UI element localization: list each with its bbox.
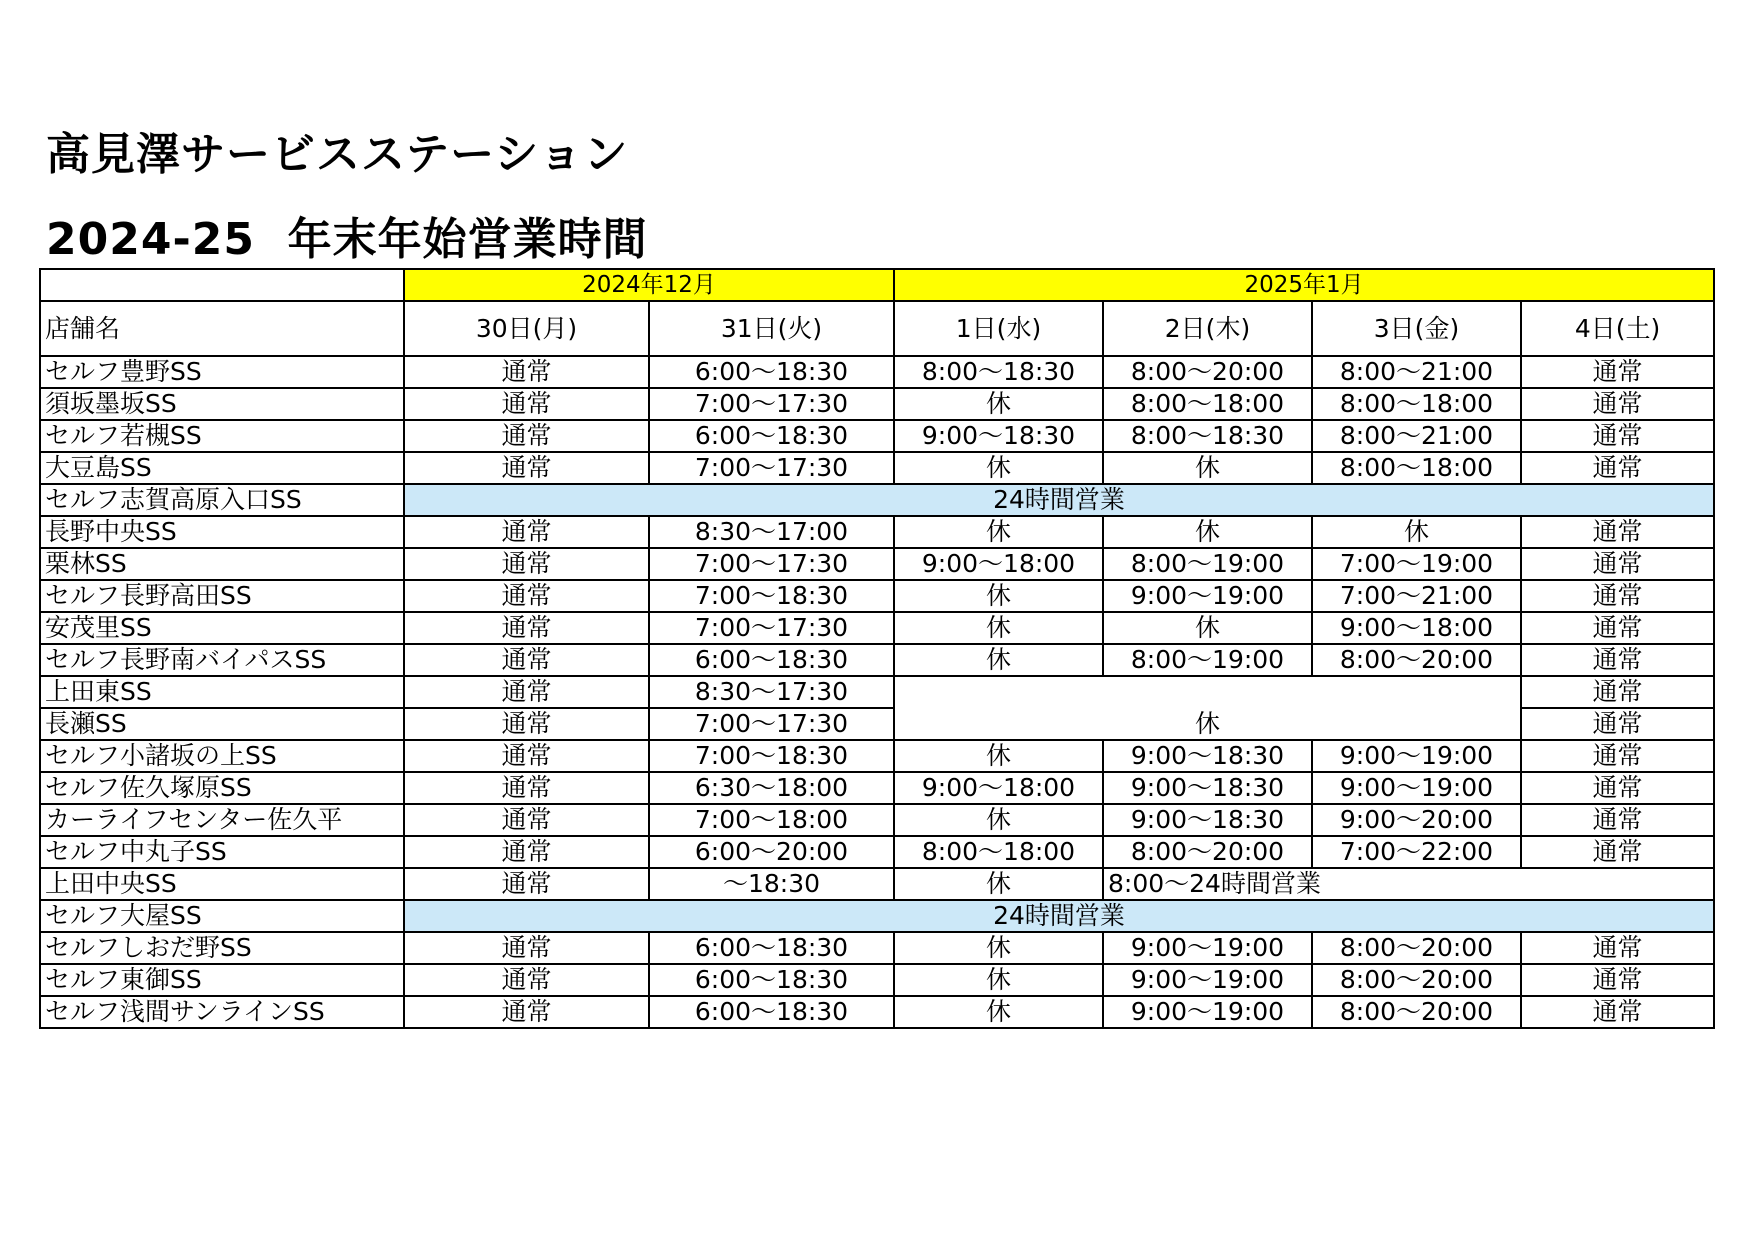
hours-cell: 6:00～18:30 [649,644,894,676]
hours-cell: 通常 [1521,580,1714,612]
hours-cell: 休 [1103,516,1312,548]
hours-cell: 通常 [1521,740,1714,772]
table-row [40,836,1714,868]
hours-cell: 6:00～18:30 [649,420,894,452]
hours-cell: 8:00～20:00 [1312,644,1521,676]
hours-cell: 休 [894,932,1103,964]
hours-cell: 8:00～20:00 [1103,836,1312,868]
hours-cell: 休 [894,804,1103,836]
hours-cell: 通常 [1521,964,1714,996]
hours-cell: 8:00～18:30 [1103,420,1312,452]
table-row [40,772,1714,804]
store-name-cell: 大豆島SS [40,452,404,484]
hours-cell: 通常 [404,420,649,452]
hours-cell: 7:00～18:00 [649,804,894,836]
hours-cell: 7:00～22:00 [1312,836,1521,868]
store-name-cell: 上田東SS [40,676,404,708]
closed-merged-cell: 休 [894,676,1521,740]
hours-cell: 6:00～18:30 [649,932,894,964]
day-header: 31日(火) [649,301,894,356]
hours-cell: 9:00～18:30 [894,420,1103,452]
hours-cell: 6:00～18:30 [649,996,894,1028]
day-header: 1日(水) [894,301,1103,356]
day-header: 2日(木) [1103,301,1312,356]
hours-cell: 通常 [404,548,649,580]
hours-cell: 通常 [404,676,649,708]
hours-cell: ～18:30 [649,868,894,900]
table-row [40,356,1714,388]
hours-cell: 7:00～17:30 [649,708,894,740]
table-row [40,452,1714,484]
hours-cell: 通常 [404,612,649,644]
hours-cell: 6:30～18:00 [649,772,894,804]
hours-cell: 6:00～18:30 [649,356,894,388]
hours-cell: 休 [894,580,1103,612]
allday-cell: 24時間営業 [404,900,1714,932]
table-row [40,548,1714,580]
hours-cell: 通常 [404,516,649,548]
table-row [40,676,1714,708]
hours-cell: 休 [894,996,1103,1028]
hours-cell: 通常 [404,964,649,996]
hours-cell: 9:00～20:00 [1312,804,1521,836]
hours-cell: 通常 [1521,612,1714,644]
hours-cell: 通常 [404,772,649,804]
hours-cell: 8:00～21:00 [1312,420,1521,452]
month-header-jan: 2025年1月 [894,269,1714,301]
table-row [40,996,1714,1028]
hours-cell: 通常 [404,740,649,772]
table-row [40,388,1714,420]
table-row [40,932,1714,964]
store-name-cell: セルフ小諸坂の上SS [40,740,404,772]
hours-cell: 8:00～20:00 [1312,932,1521,964]
hours-cell: 通常 [1521,356,1714,388]
hours-cell: 8:00～18:00 [1312,452,1521,484]
hours-cell: 8:00～18:00 [1312,388,1521,420]
hours-cell: 9:00～18:00 [894,772,1103,804]
table-row [40,868,1714,900]
table-row [40,580,1714,612]
hours-cell: 休 [1103,452,1312,484]
store-name-cell: 上田中央SS [40,868,404,900]
hours-cell: 通常 [1521,804,1714,836]
hours-cell: 8:00～18:30 [894,356,1103,388]
allday-cell: 24時間営業 [404,484,1714,516]
store-name-cell: セルフ長野南バイパスSS [40,644,404,676]
hours-cell: 7:00～17:30 [649,452,894,484]
table-row [40,516,1714,548]
hours-cell: 8:00～18:00 [894,836,1103,868]
table-row [40,964,1714,996]
hours-cell: 7:00～18:30 [649,580,894,612]
hours-cell: 8:00～20:00 [1103,356,1312,388]
store-name-cell: セルフしおだ野SS [40,932,404,964]
hours-cell: 7:00～21:00 [1312,580,1521,612]
hours-cell: 通常 [1521,388,1714,420]
hours-cell: 通常 [1521,516,1714,548]
store-name-cell: 安茂里SS [40,612,404,644]
store-name-cell: 長瀬SS [40,708,404,740]
table-row [40,484,1714,516]
table-row [40,900,1714,932]
store-name-cell: 須坂墨坂SS [40,388,404,420]
hours-cell: 8:30～17:30 [649,676,894,708]
hours-cell: 9:00～19:00 [1103,996,1312,1028]
hours-cell: 9:00～18:30 [1103,804,1312,836]
month-header-row [40,269,1714,301]
hours-cell: 8:30～17:00 [649,516,894,548]
day-header: 3日(金) [1312,301,1521,356]
hours-cell: 9:00～19:00 [1103,580,1312,612]
table-row [40,420,1714,452]
hours-cell: 休 [894,740,1103,772]
hours-cell: 8:00～20:00 [1312,996,1521,1028]
hours-cell: 通常 [404,356,649,388]
hours-cell: 通常 [404,932,649,964]
day-header: 4日(土) [1521,301,1714,356]
hours-cell: 9:00～19:00 [1103,932,1312,964]
hours-cell: 9:00～19:00 [1312,740,1521,772]
hours-cell: 9:00～18:30 [1103,772,1312,804]
hours-cell: 6:00～20:00 [649,836,894,868]
hours-cell: 通常 [1521,676,1714,708]
hours-cell: 休 [894,452,1103,484]
store-name-cell: セルフ志賀高原入口SS [40,484,404,516]
hours-cell: 通常 [1521,996,1714,1028]
hours-cell: 9:00～18:30 [1103,740,1312,772]
hours-cell: 7:00～19:00 [1312,548,1521,580]
hours-cell: 通常 [404,388,649,420]
hours-cell: 8:00～21:00 [1312,356,1521,388]
table-row [40,740,1714,772]
hours-cell: 9:00～18:00 [894,548,1103,580]
allday-from-cell: 8:00～24時間営業 [1103,868,1714,900]
hours-cell: 通常 [404,452,649,484]
hours-cell: 7:00～18:30 [649,740,894,772]
store-name-cell: セルフ豊野SS [40,356,404,388]
hours-cell: 9:00～19:00 [1103,964,1312,996]
hours-cell: 通常 [404,804,649,836]
store-name-cell: カーライフセンター佐久平 [40,804,404,836]
store-name-cell: セルフ東御SS [40,964,404,996]
page-subtitle: 2024-25 年末年始営業時間 [46,214,648,265]
table-row [40,612,1714,644]
table-row [40,644,1714,676]
hours-cell: 8:00～20:00 [1312,964,1521,996]
store-name-cell: セルフ浅間サンラインSS [40,996,404,1028]
hours-cell: 休 [1312,516,1521,548]
hours-cell: 8:00～18:00 [1103,388,1312,420]
store-name-cell: セルフ長野高田SS [40,580,404,612]
hours-cell: 休 [894,644,1103,676]
store-name-cell: 栗林SS [40,548,404,580]
page-title: 高見澤サービスステーション [46,129,629,180]
table-row [40,804,1714,836]
store-name-cell: セルフ佐久塚原SS [40,772,404,804]
hours-cell: 7:00～17:30 [649,388,894,420]
hours-cell: 通常 [1521,420,1714,452]
hours-cell: 9:00～19:00 [1312,772,1521,804]
hours-cell: 通常 [404,996,649,1028]
store-name-cell: セルフ若槻SS [40,420,404,452]
store-column-header: 店舗名 [40,301,404,356]
hours-cell: 通常 [404,836,649,868]
hours-cell: 8:00～19:00 [1103,644,1312,676]
hours-cell: 通常 [1521,772,1714,804]
hours-table [39,268,1715,1029]
hours-cell: 通常 [1521,644,1714,676]
hours-cell: 通常 [404,644,649,676]
hours-cell: 6:00～18:30 [649,964,894,996]
hours-cell: 通常 [1521,708,1714,740]
store-name-cell: セルフ大屋SS [40,900,404,932]
hours-cell: 通常 [404,868,649,900]
day-header-row [40,301,1714,356]
hours-cell: 通常 [1521,932,1714,964]
hours-cell: 通常 [1521,836,1714,868]
hours-cell: 8:00～19:00 [1103,548,1312,580]
store-name-cell: 長野中央SS [40,516,404,548]
hours-cell: 休 [1103,612,1312,644]
hours-cell: 9:00～18:00 [1312,612,1521,644]
hours-cell: 通常 [404,708,649,740]
empty-header-cell [40,269,404,301]
hours-cell: 休 [894,516,1103,548]
hours-cell: 休 [894,612,1103,644]
hours-cell: 通常 [1521,548,1714,580]
month-header-dec: 2024年12月 [404,269,894,301]
hours-cell: 7:00～17:30 [649,612,894,644]
hours-cell: 通常 [404,580,649,612]
hours-cell: 休 [894,868,1103,900]
hours-cell: 休 [894,388,1103,420]
hours-cell: 7:00～17:30 [649,548,894,580]
store-name-cell: セルフ中丸子SS [40,836,404,868]
day-header: 30日(月) [404,301,649,356]
hours-cell: 通常 [1521,452,1714,484]
hours-cell: 休 [894,964,1103,996]
